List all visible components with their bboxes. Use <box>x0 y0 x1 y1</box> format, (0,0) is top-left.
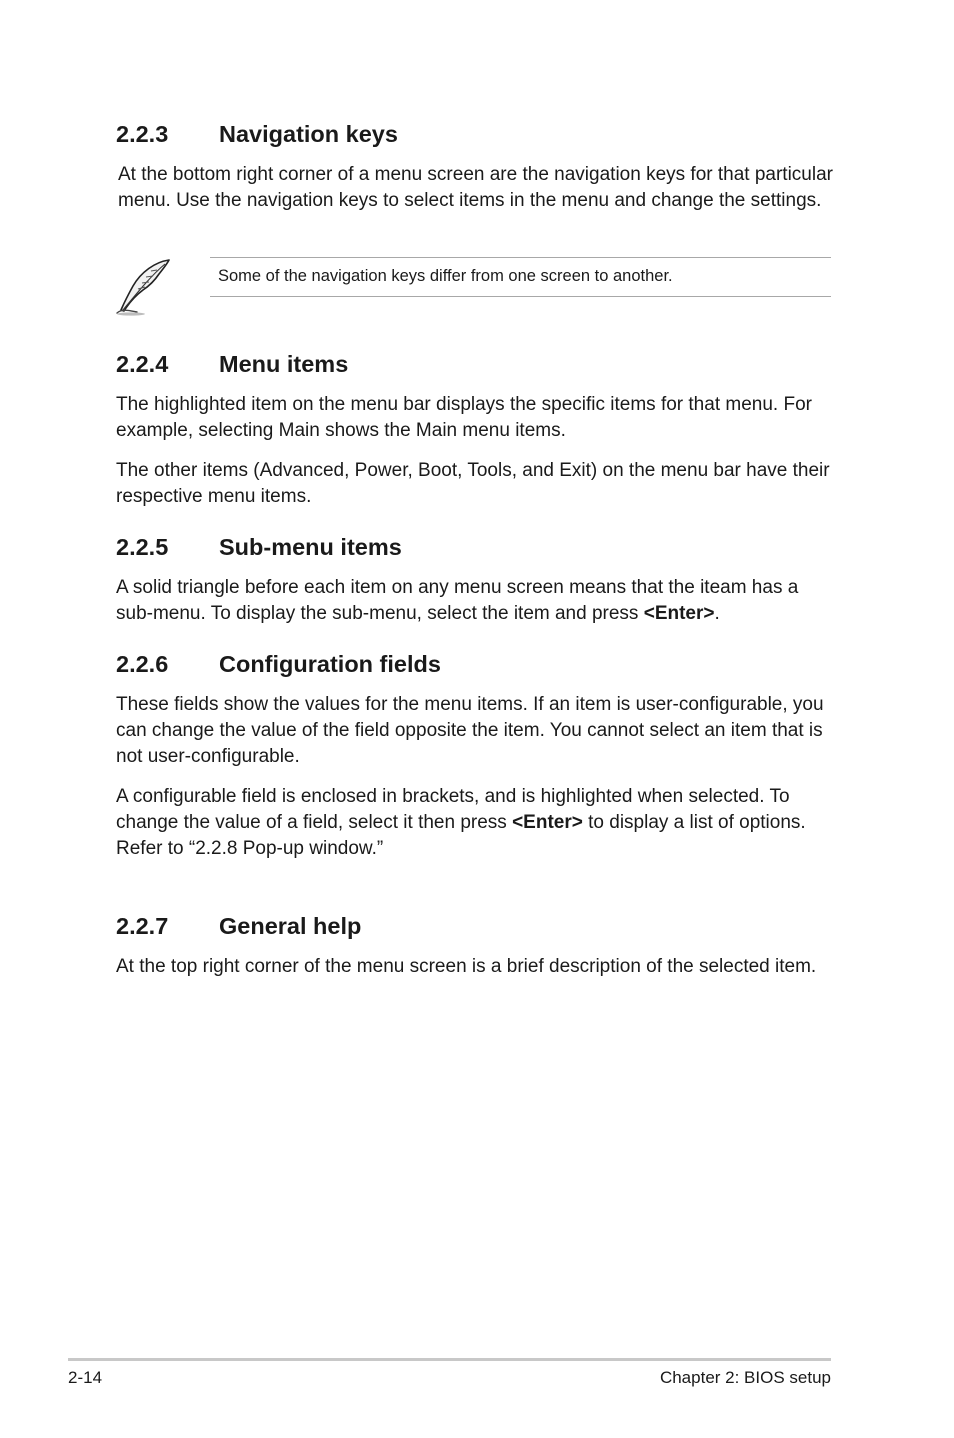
section-number: 2.2.7 <box>116 913 169 939</box>
section-heading-configuration-fields <box>116 650 441 678</box>
section-heading-sub-menu-items <box>116 533 402 561</box>
menu-items-paragraph-1: The highlighted item on the menu bar displays the specific items for that menu. For example, selecting Main shows the Main menu items. <box>116 394 812 441</box>
sub-menu-items-paragraph <box>116 575 836 627</box>
section-title: Sub-menu items <box>219 534 402 560</box>
section-heading-general-help <box>116 912 361 940</box>
section-heading-navigation-keys <box>116 120 398 148</box>
section-title: Navigation keys <box>219 121 398 147</box>
section-title: General help <box>219 913 362 939</box>
paragraph-text: to display a list of options. Refer to “2.2.8 Pop-up window.” <box>116 812 806 859</box>
enter-key-label: <Enter> <box>512 812 583 833</box>
footer-rule <box>68 1358 831 1361</box>
section-title: Configuration fields <box>219 651 441 677</box>
paragraph-text: A configurable field is enclosed in brackets, and is highlighted when selected. To change the value of a field, select it then press <box>116 786 790 833</box>
note-bottom-rule <box>210 296 831 297</box>
section-number: 2.2.5 <box>116 534 169 560</box>
enter-key-label: <Enter> <box>643 603 715 624</box>
section-number: 2.2.3 <box>116 121 169 147</box>
configuration-fields-paragraph-1: These fields show the values for the menu items. If an item is user-configurable, you can change the value of the field opposite the item. You cannot select an item that is not user-configurable. <box>116 694 824 767</box>
section-number: 2.2.6 <box>116 651 169 677</box>
chapter-title: Chapter 2: BIOS setup <box>659 1368 831 1387</box>
section-title: Menu items <box>219 351 349 377</box>
navigation-keys-paragraph: At the bottom right corner of a menu screen are the navigation keys for that particular menu. Use the navigation keys to select items in the menu and change the settings. <box>118 164 833 211</box>
feather-pen-icon <box>113 256 173 316</box>
paragraph-text: A solid triangle before each item on any menu screen means that the iteam has a sub-menu. To display the sub-menu, select the item and press <box>116 577 799 624</box>
configuration-fields-paragraph-2 <box>116 784 832 862</box>
note-text: Some of the navigation keys differ from one screen to another. <box>218 267 673 285</box>
note-top-rule <box>210 257 831 258</box>
general-help-paragraph: At the top right corner of the menu screen is a brief description of the selected item. <box>116 956 817 977</box>
paragraph-text: . <box>714 603 720 624</box>
menu-items-paragraph-2: The other items (Advanced, Power, Boot, Tools, and Exit) on the menu bar have their respective menu items. <box>116 460 830 507</box>
section-number: 2.2.4 <box>116 351 169 377</box>
section-heading-menu-items <box>116 350 348 378</box>
page-number: 2-14 <box>68 1368 103 1387</box>
